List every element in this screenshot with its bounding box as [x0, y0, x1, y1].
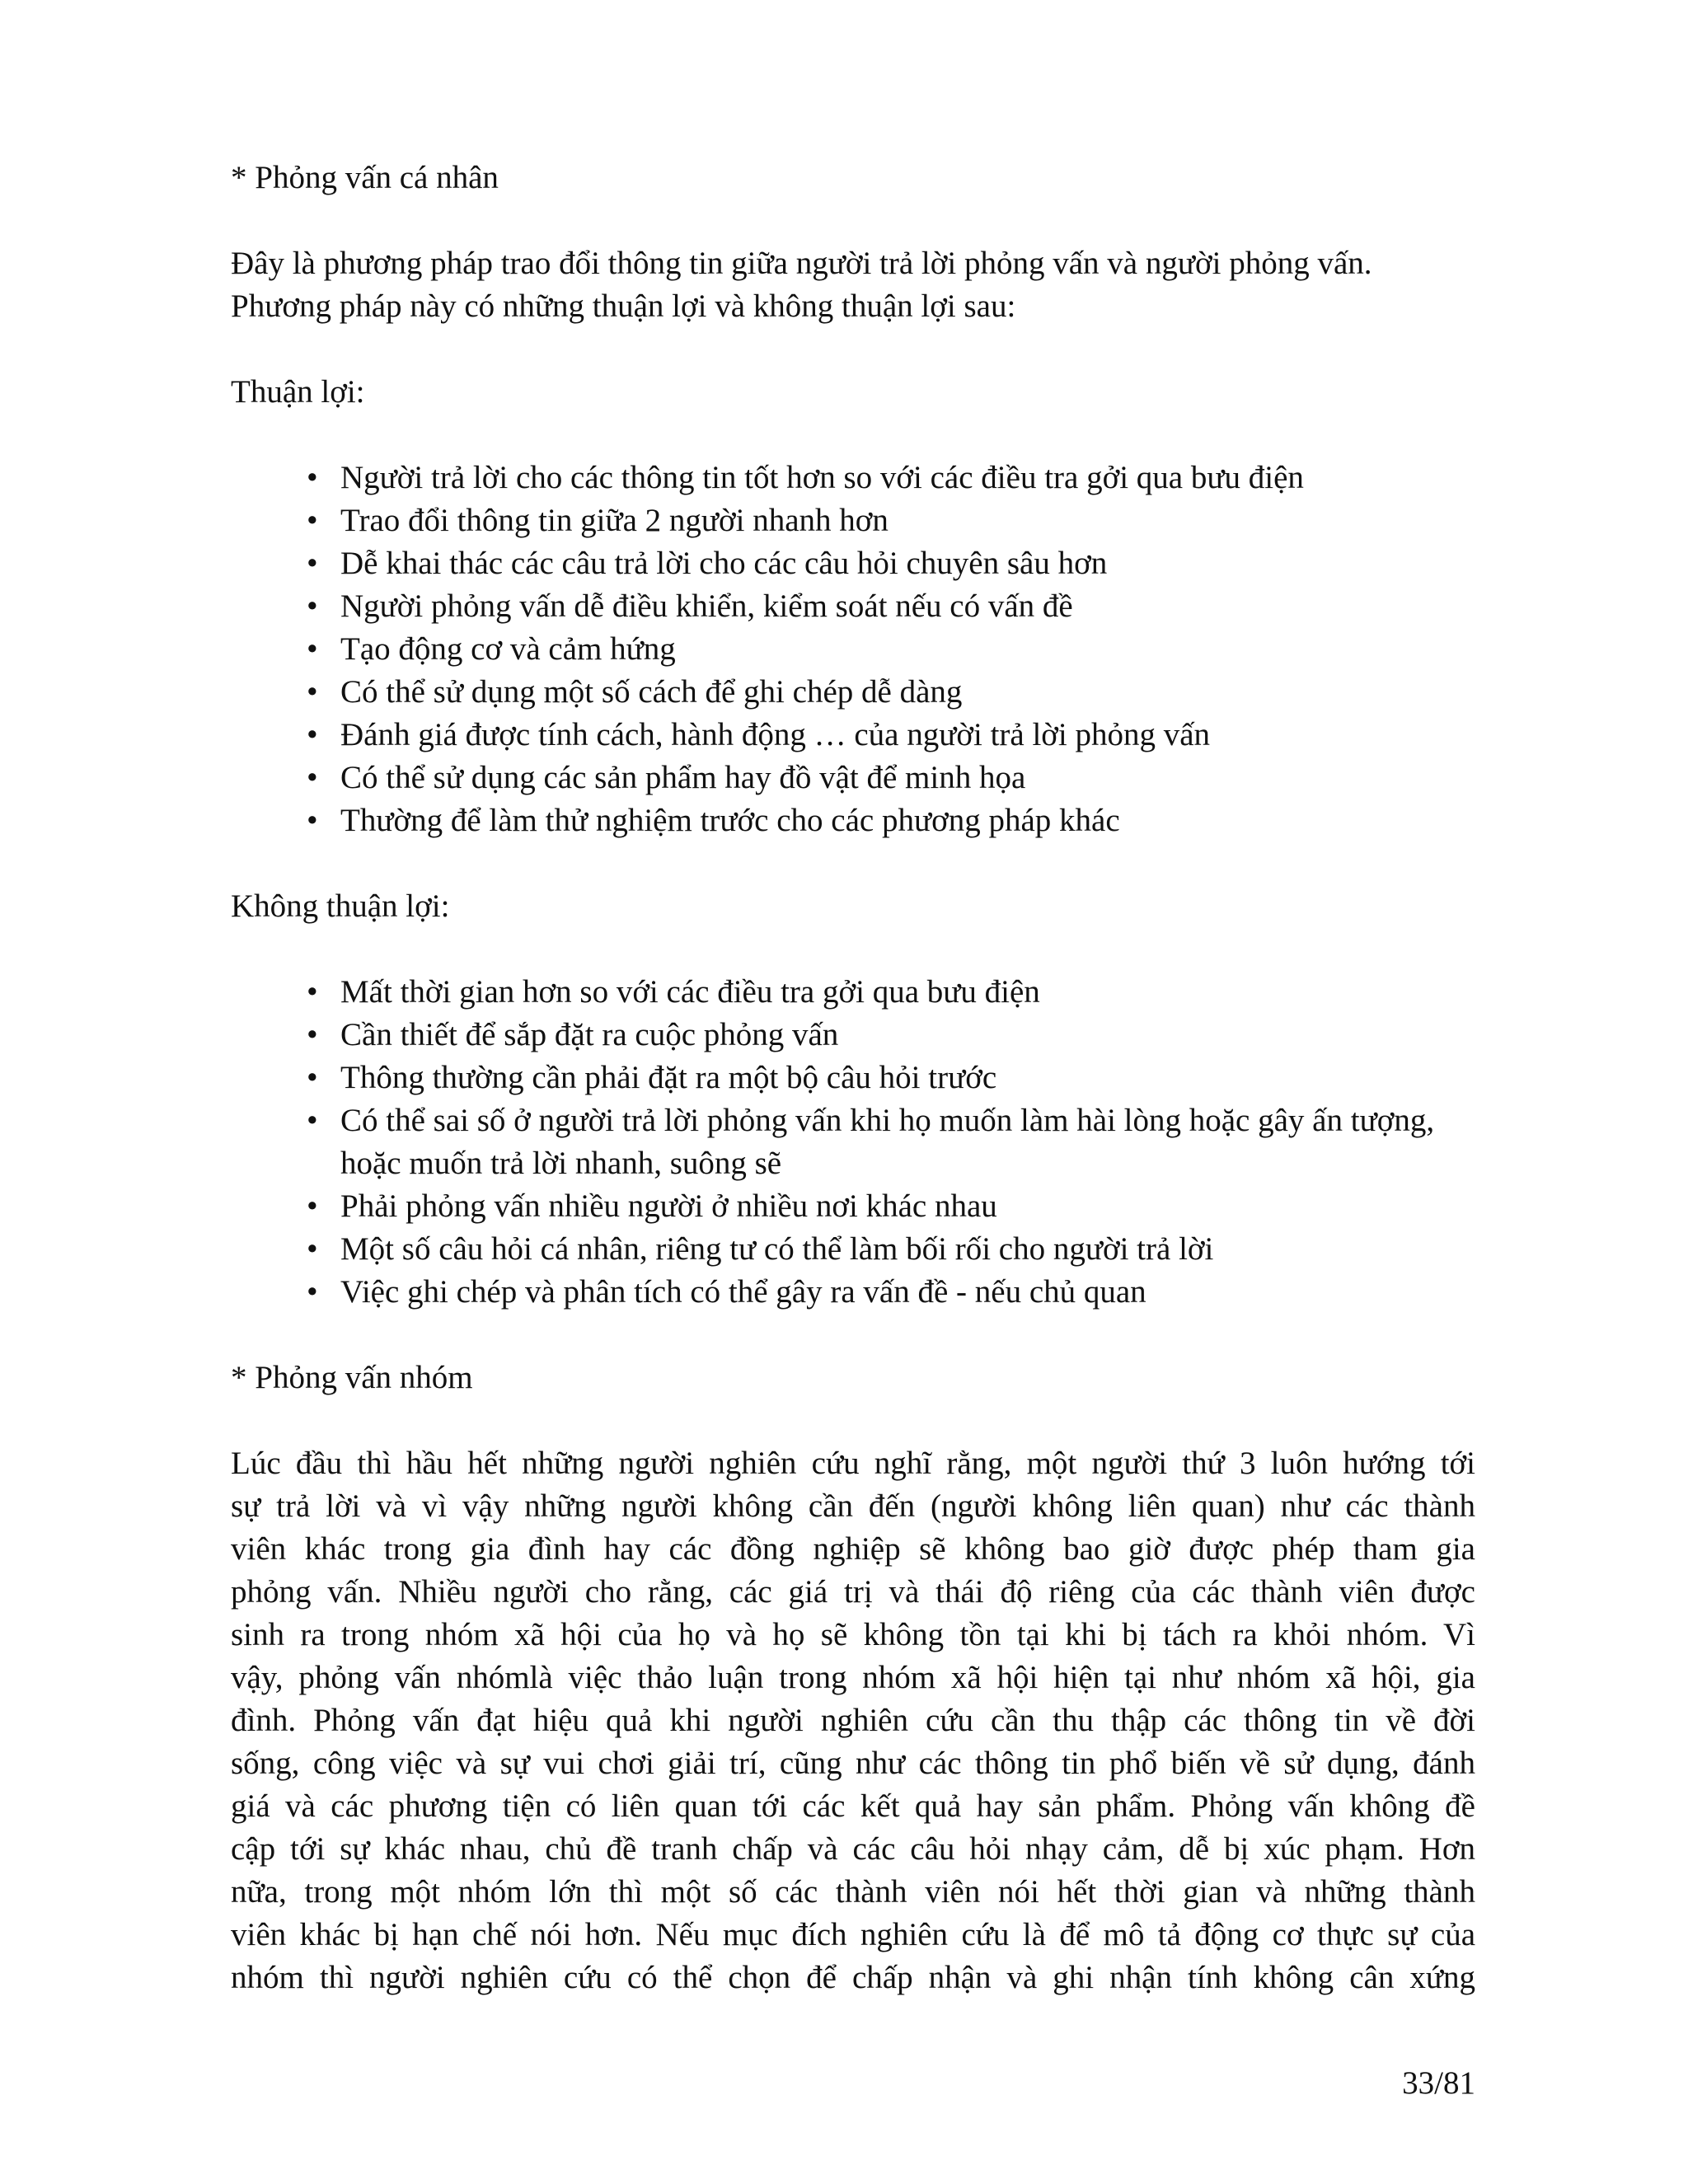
page-number: 33/81: [1402, 2065, 1475, 2101]
paragraph-line: Lúc đầu thì hầu hết những người nghiên cứu nghĩ rằng, một người thứ 3 luôn hướng tới: [231, 1446, 1475, 1481]
bullet-icon: •: [307, 631, 318, 667]
list-item: • Có thể sai số ở người trả lời phỏng vấn khi họ muốn làm hài lòng hoặc gây ấn tượng, hoặc muốn trả lời nhanh, suông sẽ: [231, 1099, 1475, 1185]
bullet-icon: •: [307, 1231, 318, 1267]
group-interview-paragraph: [231, 1442, 1475, 1999]
bullet-icon: •: [307, 1017, 318, 1052]
paragraph-line: viên khác trong gia đình hay các đồng nghiệp sẽ không bao giờ được phép tham gia: [231, 1531, 1475, 1567]
bullet-icon: •: [307, 974, 318, 1010]
paragraph-line: viên khác bị hạn chế nói hơn. Nếu mục đích nghiên cứu là để mô tả động cơ thực sự của: [231, 1917, 1475, 1952]
list-item: • Có thể sử dụng một số cách để ghi chép dễ dàng: [231, 671, 1475, 714]
bullet-icon: •: [307, 717, 318, 752]
paragraph-line: nhóm thì người nghiên cứu có thể chọn để chấp nhận và ghi nhận tính không cân xứng: [231, 1960, 1475, 1995]
intro-paragraph: Đây là phương pháp trao đổi thông tin giữa người trả lời phỏng vấn và người phỏng vấn. Phương pháp này có những thuận lợi và không thuận lợi sau:: [231, 246, 1372, 324]
list-item: • Tạo động cơ và cảm hứng: [231, 628, 1475, 671]
pros-list: [231, 457, 1475, 842]
bullet-icon: •: [307, 588, 318, 624]
bullet-icon: •: [307, 503, 318, 538]
bullet-icon: •: [307, 1188, 318, 1224]
list-item: • Phải phỏng vấn nhiều người ở nhiều nơi khác nhau: [231, 1185, 1475, 1228]
section-heading-individual-interview: * Phỏng vấn cá nhân: [231, 160, 499, 195]
paragraph-line: cập tới sự khác nhau, chủ đề tranh chấp và các câu hỏi nhạy cảm, dễ bị xúc phạm. Hơn: [231, 1831, 1475, 1867]
list-item: • Người trả lời cho các thông tin tốt hơn so với các điều tra gởi qua bưu điện: [231, 457, 1475, 499]
cons-list: [231, 971, 1475, 1314]
list-item: • Mất thời gian hơn so với các điều tra gởi qua bưu điện: [231, 971, 1475, 1014]
bullet-icon: •: [307, 546, 318, 581]
list-item: • Dễ khai thác các câu trả lời cho các câu hỏi chuyên sâu hơn: [231, 542, 1475, 585]
bullet-icon: •: [307, 674, 318, 710]
list-item: • Thông thường cần phải đặt ra một bộ câu hỏi trước: [231, 1057, 1475, 1099]
bullet-icon: •: [307, 1103, 318, 1138]
paragraph-line: sinh ra trong nhóm xã hội của họ và họ sẽ không tồn tại khi bị tách ra khỏi nhóm. Vì: [231, 1617, 1475, 1652]
bullet-icon: •: [307, 803, 318, 838]
list-item: • Có thể sử dụng các sản phẩm hay đồ vật để minh họa: [231, 757, 1475, 799]
bullet-icon: •: [307, 1274, 318, 1310]
list-item: • Một số câu hỏi cá nhân, riêng tư có thể làm bối rối cho người trả lời: [231, 1228, 1475, 1271]
list-item: • Đánh giá được tính cách, hành động … của người trả lời phỏng vấn: [231, 714, 1475, 757]
list-item: • Thường để làm thử nghiệm trước cho các phương pháp khác: [231, 799, 1475, 842]
bullet-icon: •: [307, 760, 318, 795]
paragraph-line: sự trả lời và vì vậy những người không cần đến (người không liên quan) như các thành: [231, 1488, 1475, 1524]
cons-label: Không thuận lợi:: [231, 888, 450, 924]
bullet-icon: •: [307, 1060, 318, 1095]
paragraph-line: phỏng vấn. Nhiều người cho rằng, các giá trị và thái độ riêng của các thành viên được: [231, 1574, 1475, 1610]
paragraph-line: vậy, phỏng vấn nhómlà việc thảo luận trong nhóm xã hội hiện tại như nhóm xã hội, gia: [231, 1660, 1475, 1695]
pros-label: Thuận lợi:: [231, 374, 365, 410]
bullet-icon: •: [307, 460, 318, 495]
list-item: • Người phỏng vấn dễ điều khiển, kiểm soát nếu có vấn đề: [231, 585, 1475, 628]
section-heading-group-interview: * Phỏng vấn nhóm: [231, 1360, 473, 1395]
paragraph-line: sống, công việc và sự vui chơi giải trí, cũng như các thông tin phổ biến về sử dụng, đánh: [231, 1746, 1475, 1781]
list-item: • Cần thiết để sắp đặt ra cuộc phỏng vấn: [231, 1014, 1475, 1057]
paragraph-line: đình. Phỏng vấn đạt hiệu quả khi người nghiên cứu cần thu thập các thông tin về đời: [231, 1703, 1475, 1738]
list-item: • Trao đổi thông tin giữa 2 người nhanh hơn: [231, 499, 1475, 542]
document-page: [231, 157, 1475, 1999]
paragraph-line: giá và các phương tiện có liên quan tới các kết quả hay sản phẩm. Phỏng vấn không đề: [231, 1788, 1475, 1824]
paragraph-line: nữa, trong một nhóm lớn thì một số các thành viên nói hết thời gian và những thành: [231, 1874, 1475, 1910]
list-item: • Việc ghi chép và phân tích có thể gây ra vấn đề - nếu chủ quan: [231, 1271, 1475, 1314]
